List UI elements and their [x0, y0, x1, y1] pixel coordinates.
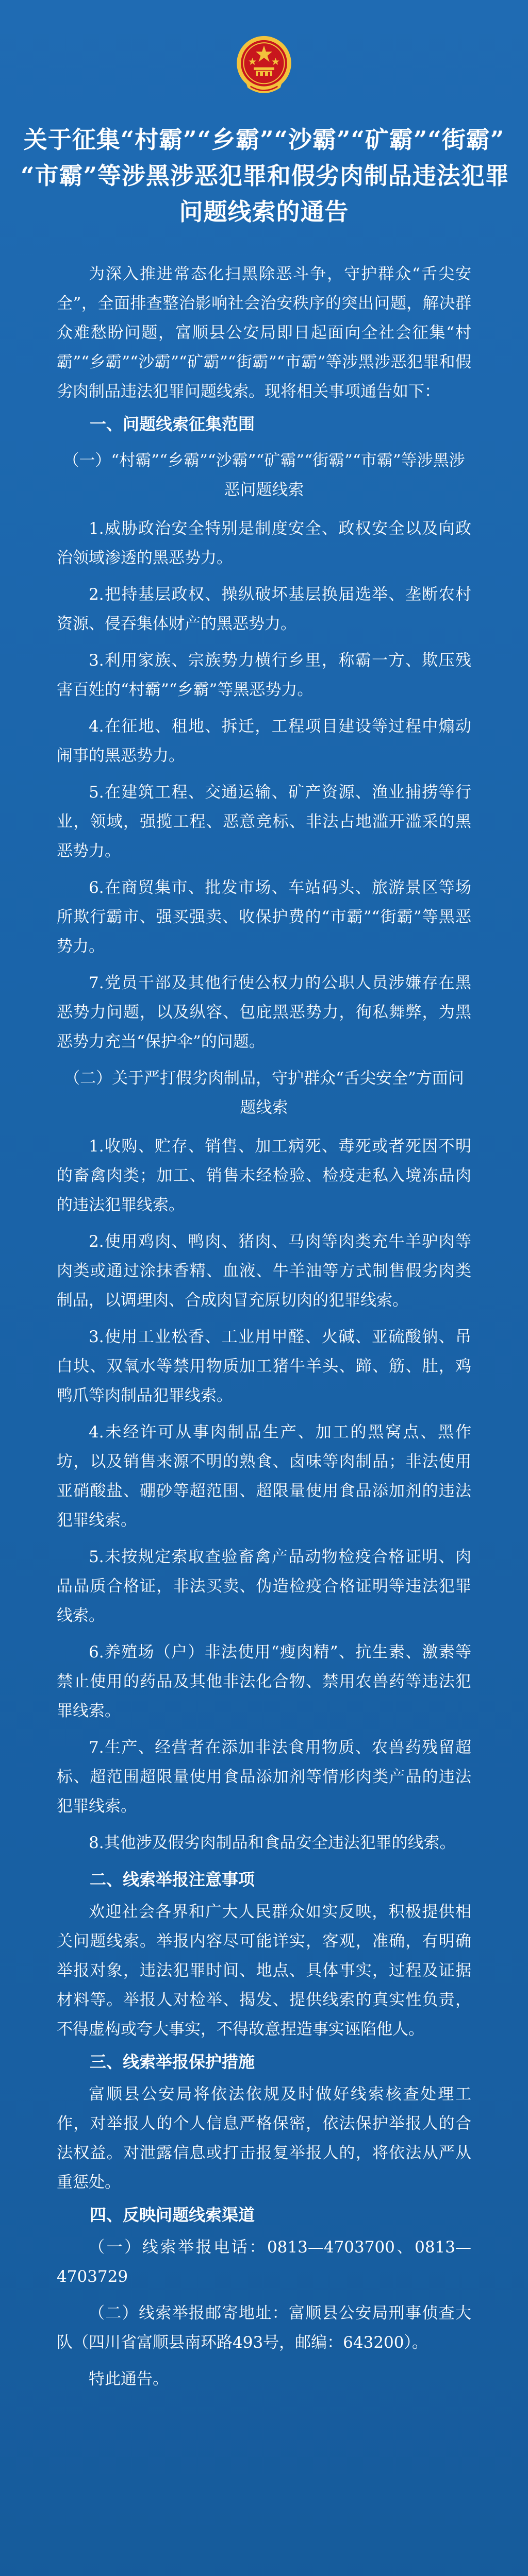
list-item: 7.党员干部及其他行使公权力的公职人员涉嫌存在黑恶势力问题，以及纵容、包庇黑恶势力，徇私舞弊，为黑恶势力充当“保护伞”的问题。: [57, 974, 471, 1051]
mail-address-item: （二）线索举报邮寄地址：富顺县公安局刑事侦查大队（四川省富顺县南环路493号，邮编：643200）。: [57, 2304, 471, 2352]
section-1-heading: 一、问题线索征集范围: [90, 414, 255, 434]
section-2-heading: 二、线索举报注意事项: [90, 1870, 255, 1889]
section-2-text: 欢迎社会各界和广大人民群众如实反映，积极提供相关问题线索。举报内容尽可能详实，客观，准确，有明确举报对象，违法犯罪时间、地点、具体事实，过程及证据材料等。举报人对检举、揭发、提供线索的真实性负责，不得虚构或夸大事实，不得故意捏造事实诬陷他人。: [57, 1903, 471, 2039]
list-item: 5.在建筑工程、交通运输、矿产资源、渔业捕捞等行业，领域，强揽工程、恶意竞标、非法占地滥开滥采的黑恶势力。: [57, 783, 471, 860]
title-line-3: 问题线索的通告: [179, 198, 349, 226]
notice-title: [21, 122, 507, 230]
list-item: 4.未经许可从事肉制品生产、加工的黑窝点、黑作坊，以及销售来源不明的熟食、卤味等肉制品；非法使用亚硝酸盐、硼砂等超范围、超限量使用食品添加剂的违法犯罪线索。: [57, 1423, 471, 1530]
list-item: 3.利用家族、宗族势力横行乡里，称霸一方、欺压残害百姓的“村霸”“乡霸”等黑恶势力。: [57, 651, 471, 699]
list-item: 6.在商贸集市、批发市场、车站码头、旅游景区等场所欺行霸市、强买强卖、收保护费的“市霸”“街霸”等黑恶势力。: [57, 878, 471, 956]
title-line-2: “市霸”等涉黑涉恶犯罪和假劣肉制品违法犯罪: [21, 162, 509, 190]
national-police-emblem-icon: [230, 32, 298, 100]
section-3-heading: 三、线索举报保护措施: [90, 2052, 255, 2072]
list-item: 1.收购、贮存、销售、加工病死、毒死或者死因不明的畜禽肉类；加工、销售未经检验、检疫走私入境冻品肉的违法犯罪线索。: [57, 1137, 471, 1214]
section-1-sub-1-heading: （一）“村霸”“乡霸”“沙霸”“矿霸”“街霸”“市霸”等涉黑涉恶问题线索: [63, 451, 465, 499]
list-item: 8.其他涉及假劣肉制品和食品安全违法犯罪的线索。: [89, 1834, 456, 1852]
list-item: 6.养殖场（户）非法使用“瘦肉精”、抗生素、激素等禁止使用的药品及其他非法化合物、禁用农兽药等违法犯罪线索。: [57, 1643, 471, 1720]
list-item: 4.在征地、租地、拆迁，工程项目建设等过程中煽动闹事的黑恶势力。: [57, 717, 471, 765]
notice-body: [57, 260, 471, 2394]
section-4-heading: 四、反映问题线索渠道: [90, 2205, 255, 2225]
emblem-container: [0, 32, 528, 102]
hotline-item: （一）线索举报电话：0813—4703700、0813—4703729: [57, 2238, 471, 2286]
list-item: 2.把持基层政权、操纵破坏基层换届选举、垄断农村资源、侵吞集体财产的黑恶势力。: [57, 585, 471, 633]
section-3-text: 富顺县公安局将依法依规及时做好线索核查处理工作，对举报人的个人信息严格保密，依法保护举报人的合法权益。对泄露信息或打击报复举报人的，将依法从严从重惩处。: [57, 2085, 471, 2192]
list-item: 7.生产、经营者在添加非法食用物质、农兽药残留超标、超范围超限量使用食品添加剂等情形肉类产品的违法犯罪线索。: [57, 1738, 471, 1816]
list-item: 5.未按规定索取查验畜禽产品动物检疫合格证明、肉品品质合格证，非法买卖、伪造检疫合格证明等违法犯罪线索。: [57, 1548, 471, 1625]
section-1-sub-2-heading: （二）关于严打假劣肉制品，守护群众“舌尖安全”方面问题线索: [64, 1069, 464, 1117]
intro-paragraph: 为深入推进常态化扫黑除恶斗争，守护群众“舌尖安全”，全面排查整治影响社会治安秩序的突出问题，解决群众难愁盼问题，富顺县公安局即日起面向全社会征集“村霸”“乡霸”“沙霸”“矿霸”“街霸”“市霸”等涉黑涉恶犯罪和假劣肉制品违法犯罪问题线索。现将相关事项通告如下：: [57, 265, 471, 401]
title-line-1: 关于征集“村霸”“乡霸”“沙霸”“矿霸”“街霸”: [23, 126, 505, 154]
closing-text: 特此通告。: [89, 2370, 169, 2388]
list-item: 3.使用工业松香、工业用甲醛、火碱、亚硫酸钠、吊白块、双氧水等禁用物质加工猪牛羊头、蹄、筋、肚，鸡鸭爪等肉制品犯罪线索。: [57, 1328, 471, 1405]
list-item: 2.使用鸡肉、鸭肉、猪肉、马肉等肉类充牛羊驴肉等肉类或通过涂抹香精、血液、牛羊油等方式制售假劣肉类制品，以调理肉、合成肉冒充原切肉的犯罪线索。: [57, 1232, 471, 1310]
list-item: 1.威胁政治安全特别是制度安全、政权安全以及向政治领域渗透的黑恶势力。: [57, 519, 471, 567]
